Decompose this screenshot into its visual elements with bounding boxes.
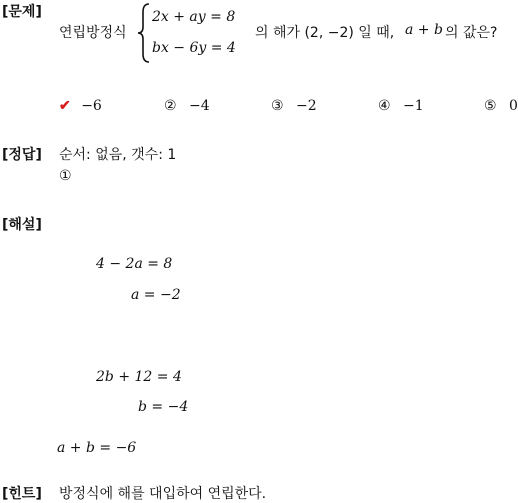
problem-condition: 의 해가 (2, −2) 일 때, [255,25,395,41]
choice-value: −1 [403,98,424,114]
problem-question: 의 값은? [445,25,498,41]
explanation-line-3: 2b + 12 = 4 [96,369,182,385]
choice-value: −2 [296,98,317,114]
system-brace [137,2,151,64]
choice-value: −6 [81,98,102,114]
explanation-result: a + b = −6 [57,440,137,456]
answer-choice: ① [59,168,72,184]
choice-marker: ⑤ [484,98,497,114]
choice-value: 0 [509,98,518,114]
hint-text: 방정식에 해를 대입하여 연립한다. [59,486,267,502]
problem-expression: a + b [405,22,443,38]
choice-marker: ④ [378,98,391,114]
choice-marker: ③ [271,98,284,114]
explanation-line-2: a = −2 [131,287,181,303]
explanation-tag: [해설] [2,217,42,233]
choice-4[interactable] [378,98,424,114]
problem-tag: [문제] [2,4,42,20]
explanation-line-4: b = −4 [138,399,189,415]
choice-2[interactable] [164,98,210,114]
check-icon: ✔ [59,98,71,114]
equation-1: 2x + ay = 8 [152,9,236,25]
choice-1[interactable] [59,98,102,114]
choice-value: −4 [189,98,210,114]
problem-prefix: 연립방정식 [59,25,127,41]
answer-meta: 순서: 없음, 갯수: 1 [59,147,177,163]
choice-marker: ② [164,98,177,114]
equation-2: bx − 6y = 4 [152,40,236,56]
choice-5[interactable] [484,98,518,114]
choice-3[interactable] [271,98,317,114]
answer-tag: [정답] [2,147,42,163]
hint-tag: [힌트] [2,486,42,502]
explanation-line-1: 4 − 2a = 8 [96,256,173,272]
